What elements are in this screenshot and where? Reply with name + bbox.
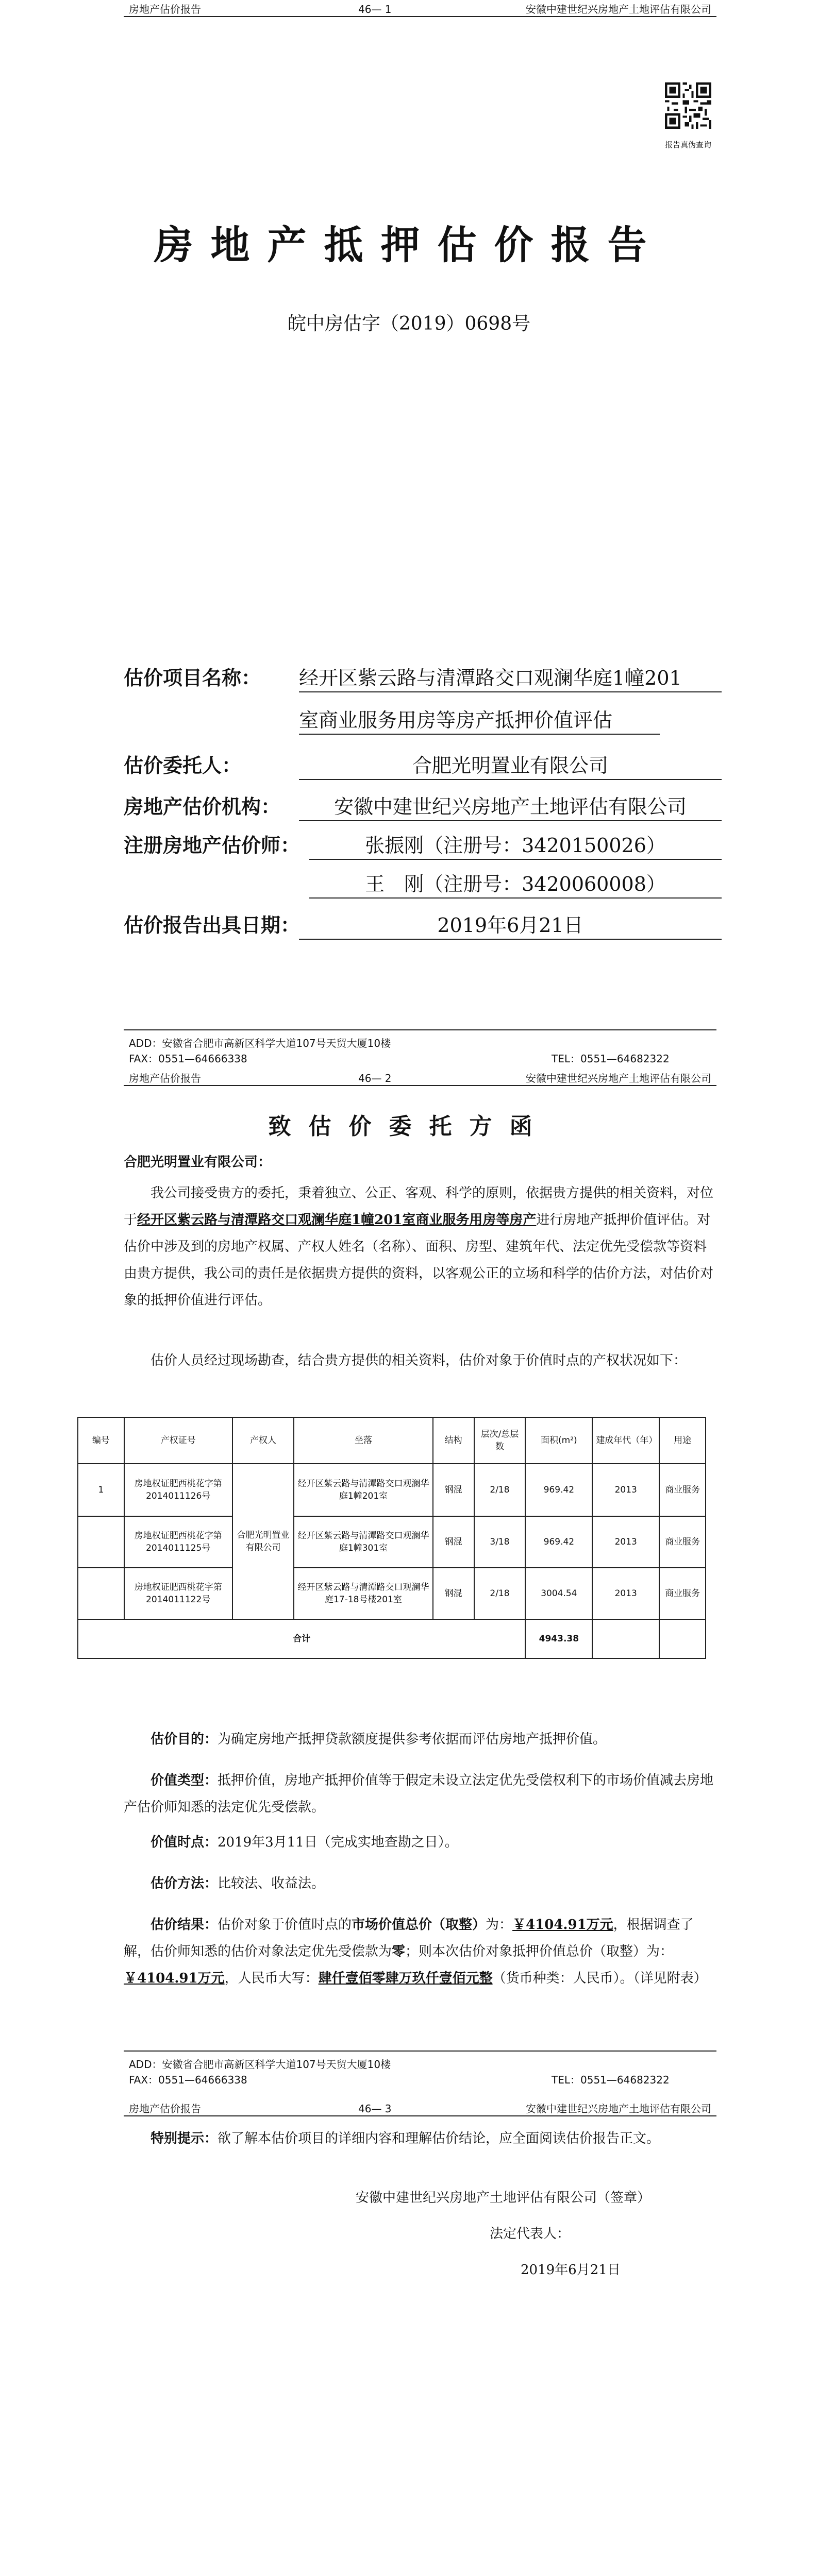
project-field <box>0 665 818 696</box>
cell-structure: 钢混 <box>433 1568 474 1619</box>
client-value: 合肥光明置业有限公司 <box>299 752 722 780</box>
header-page-number: 46— 1 <box>358 3 392 15</box>
th-location: 坐落 <box>294 1417 432 1464</box>
cell-area: 3004.54 <box>525 1568 592 1619</box>
footer-tel: TEL：0551—64682322 <box>552 1053 670 1065</box>
cell-floor: 2/18 <box>474 1464 526 1516</box>
header-right: 安徽中建世纪兴房地产土地评估有限公司 <box>526 2103 711 2115</box>
cell-no <box>78 1516 124 1568</box>
project-field-cont <box>0 707 818 738</box>
header-right: 安徽中建世纪兴房地产土地评估有限公司 <box>526 3 711 15</box>
appraiser-field-2 <box>0 871 818 902</box>
value-time-text: 2019年3月11日（完成实地查勘之日）。 <box>218 1835 458 1850</box>
cell-use: 商业服务 <box>659 1568 706 1619</box>
letter-paragraph-2: 估价人员经过现场勘查，结合贵方提供的相关资料，估价对象于价值时点的产权状况如下： <box>151 1353 687 1368</box>
purpose-text: 为确定房地产抵押贷款额度提供参考依据而评估房地产抵押价值。 <box>218 1732 607 1747</box>
table-header-row <box>78 1417 706 1464</box>
method-paragraph <box>124 1870 716 1897</box>
value-type-label: 价值类型： <box>151 1773 218 1788</box>
footer-tel: TEL：0551—64682322 <box>552 2074 670 2086</box>
cell-structure: 钢混 <box>433 1516 474 1568</box>
value-time-label: 价值时点： <box>151 1835 218 1850</box>
client-field <box>0 752 818 783</box>
purpose-label: 估价目的： <box>151 1732 218 1747</box>
cell-no <box>78 1568 124 1619</box>
result-i: ，人民币大写： <box>224 1971 319 1986</box>
agency-value: 安徽中建世纪兴房地产土地评估有限公司 <box>299 793 722 821</box>
mortgage-value-words: 肆仟壹佰零肆万玖仟壹佰元整 <box>318 1971 493 1986</box>
result-b: 市场价值总价（取整） <box>352 1917 486 1933</box>
footer-address: ADD：安徽省合肥市高新区科学大道107号天贸大厦10楼 <box>129 1037 391 1049</box>
cell-location: 经开区紫云路与清潭路交口观澜华庭1幢201室 <box>294 1464 432 1516</box>
header-left: 房地产估价报告 <box>129 1072 201 1084</box>
result-paragraph <box>124 1911 716 1992</box>
result-c: 为： <box>486 1917 513 1933</box>
th-use: 用途 <box>659 1417 706 1464</box>
appraiser-label: 注册房地产估价师： <box>124 834 301 857</box>
date-value: 2019年6月21日 <box>299 912 722 940</box>
cell-year: 2013 <box>592 1516 659 1568</box>
th-owner: 产权人 <box>232 1417 294 1464</box>
table-total-row <box>78 1619 706 1658</box>
notice-paragraph <box>124 2125 716 2152</box>
cell-cert: 房地权证肥西桃花字第2014011125号 <box>124 1516 232 1568</box>
running-header <box>124 1072 716 1086</box>
value-time-paragraph <box>124 1829 716 1856</box>
cell-structure: 钢混 <box>433 1464 474 1516</box>
cell-use: 商业服务 <box>659 1464 706 1516</box>
result-a: 估价对象于价值时点的 <box>218 1917 352 1933</box>
letter-paragraph-1 <box>124 1180 716 1314</box>
cell-area: 969.42 <box>525 1516 592 1568</box>
header-page-number: 46— 2 <box>358 1072 392 1084</box>
qr-caption: 报告真伪查询 <box>664 140 711 149</box>
method-text: 比较法、收益法。 <box>218 1876 325 1891</box>
page-footer <box>124 1029 716 1066</box>
purpose-paragraph <box>124 1726 716 1753</box>
agency-field <box>0 793 818 824</box>
appraiser-field <box>0 832 818 863</box>
appraiser-2: 王 刚（注册号：3420060008） <box>309 871 722 899</box>
cell-no: 1 <box>78 1464 124 1516</box>
cell-total-area: 4943.38 <box>525 1619 592 1658</box>
p1-c: 进行房地产抵押价值评估。对估价中涉及到的房地产权属、产权人姓名（名称）、面积、房型、建筑年代、法定优先受偿款等资料由贵方提供，我公司的责任是依据贵方提供的资料，以客观公正的立场和科学的估价方法，对估价对象的抵押价值进行评估。 <box>124 1212 714 1308</box>
letter-salutation: 合肥光明置业有限公司： <box>124 1155 272 1170</box>
property-rights-table <box>77 1417 706 1659</box>
cell-year: 2013 <box>592 1568 659 1619</box>
result-k: （货币种类：人民币）。（详见附表） <box>492 1971 707 1986</box>
running-header <box>124 2102 716 2116</box>
th-area: 面积(m²) <box>525 1417 592 1464</box>
cell-cert: 房地权证肥西桃花字第2014011126号 <box>124 1464 232 1516</box>
cell-area: 969.42 <box>525 1464 592 1516</box>
header-left: 房地产估价报告 <box>129 3 201 15</box>
signature-date: 2019年6月21日 <box>521 2262 621 2278</box>
mortgage-value: ￥4104.91万元 <box>124 1971 225 1986</box>
result-e: ，根据调查了解，估价师知悉的估价对象法定优先受偿款为 <box>124 1917 694 1959</box>
client-label: 估价委托人： <box>124 754 242 777</box>
method-label: 估价方法： <box>151 1876 218 1891</box>
cell-owner: 合肥光明置业有限公司 <box>232 1464 294 1619</box>
cell-floor: 3/18 <box>474 1516 526 1568</box>
project-label: 估价项目名称： <box>124 666 261 689</box>
th-structure: 结构 <box>433 1417 474 1464</box>
header-left: 房地产估价报告 <box>129 2103 201 2115</box>
qr-code-icon[interactable] <box>665 82 711 129</box>
appraiser-1: 张振刚（注册号：3420150026） <box>309 832 722 860</box>
th-year: 建成年代（年） <box>592 1417 659 1464</box>
cell-year: 2013 <box>592 1464 659 1516</box>
th-cert: 产权证号 <box>124 1417 232 1464</box>
result-g: ；则本次估价对象抵押价值总价（取整）为： <box>405 1944 674 1959</box>
letter-page-continued <box>0 2102 818 2576</box>
cell-location: 经开区紫云路与清潭路交口观澜华庭17-18号楼201室 <box>294 1568 432 1619</box>
agency-label: 房地产估价机构： <box>124 795 281 818</box>
letter-title: 致估价委托方函 <box>268 1113 550 1140</box>
notice-text: 欲了解本估价项目的详细内容和理解估价结论，应全面阅读估价报告正文。 <box>218 2131 660 2146</box>
header-page-number: 46— 3 <box>358 2103 392 2115</box>
report-number: 皖中房估字（2019）0698号 <box>287 313 531 334</box>
header-right: 安徽中建世纪兴房地产土地评估有限公司 <box>526 1072 711 1084</box>
project-value-line2: 室商业服务用房等房产抵押价值评估 <box>299 707 660 735</box>
value-type-paragraph <box>124 1767 716 1821</box>
th-floor: 层次/总层数 <box>474 1417 526 1464</box>
table-row <box>78 1568 706 1619</box>
p1-property: 经开区紫云路与清潭路交口观澜华庭1幢201室商业服务用房等房产 <box>137 1212 537 1228</box>
notice-label: 特别提示： <box>151 2131 218 2146</box>
footer-address: ADD：安徽省合肥市高新区科学大道107号天贸大厦10楼 <box>129 2058 391 2071</box>
signature-company: 安徽中建世纪兴房地产土地评估有限公司（签章） <box>356 2190 651 2206</box>
table-row <box>78 1516 706 1568</box>
cell-cert: 房地权证肥西桃花字第2014011122号 <box>124 1568 232 1619</box>
result-label: 估价结果： <box>151 1917 218 1933</box>
cell-location: 经开区紫云路与清潭路交口观澜华庭1幢301室 <box>294 1516 432 1568</box>
page-footer <box>124 2050 716 2088</box>
date-label: 估价报告出具日期： <box>124 913 301 937</box>
priority-claim: 零 <box>392 1944 406 1959</box>
cell-total-label: 合计 <box>78 1619 525 1658</box>
project-value-line1: 经开区紫云路与清潭路交口观澜华庭1幢201 <box>299 665 722 692</box>
running-header <box>124 3 716 17</box>
cell-use: 商业服务 <box>659 1516 706 1568</box>
report-title: 房地产抵押估价报告 <box>154 222 664 268</box>
signature-representative: 法定代表人： <box>490 2226 571 2242</box>
th-no: 编号 <box>78 1417 124 1464</box>
footer-fax: FAX：0551—64666338 <box>129 1053 247 1065</box>
value-type-text: 抵押价值，房地产抵押价值等于假定未设立法定优先受偿权利下的市场价值减去房地产估价师知悉的法定优先受偿款。 <box>124 1773 714 1815</box>
table-row <box>78 1464 706 1516</box>
p1-a: 我公司接受贵方的委托，秉着独立、公正、客观、科学的原则，依据贵方提供的相关资料，对位于 <box>124 1185 714 1228</box>
date-field <box>0 912 818 943</box>
letter-page <box>0 1072 818 2102</box>
cover-page <box>0 0 818 1072</box>
market-value: ￥4104.91万元 <box>512 1917 613 1933</box>
footer-fax: FAX：0551—64666338 <box>129 2074 247 2086</box>
cell-floor: 2/18 <box>474 1568 526 1619</box>
